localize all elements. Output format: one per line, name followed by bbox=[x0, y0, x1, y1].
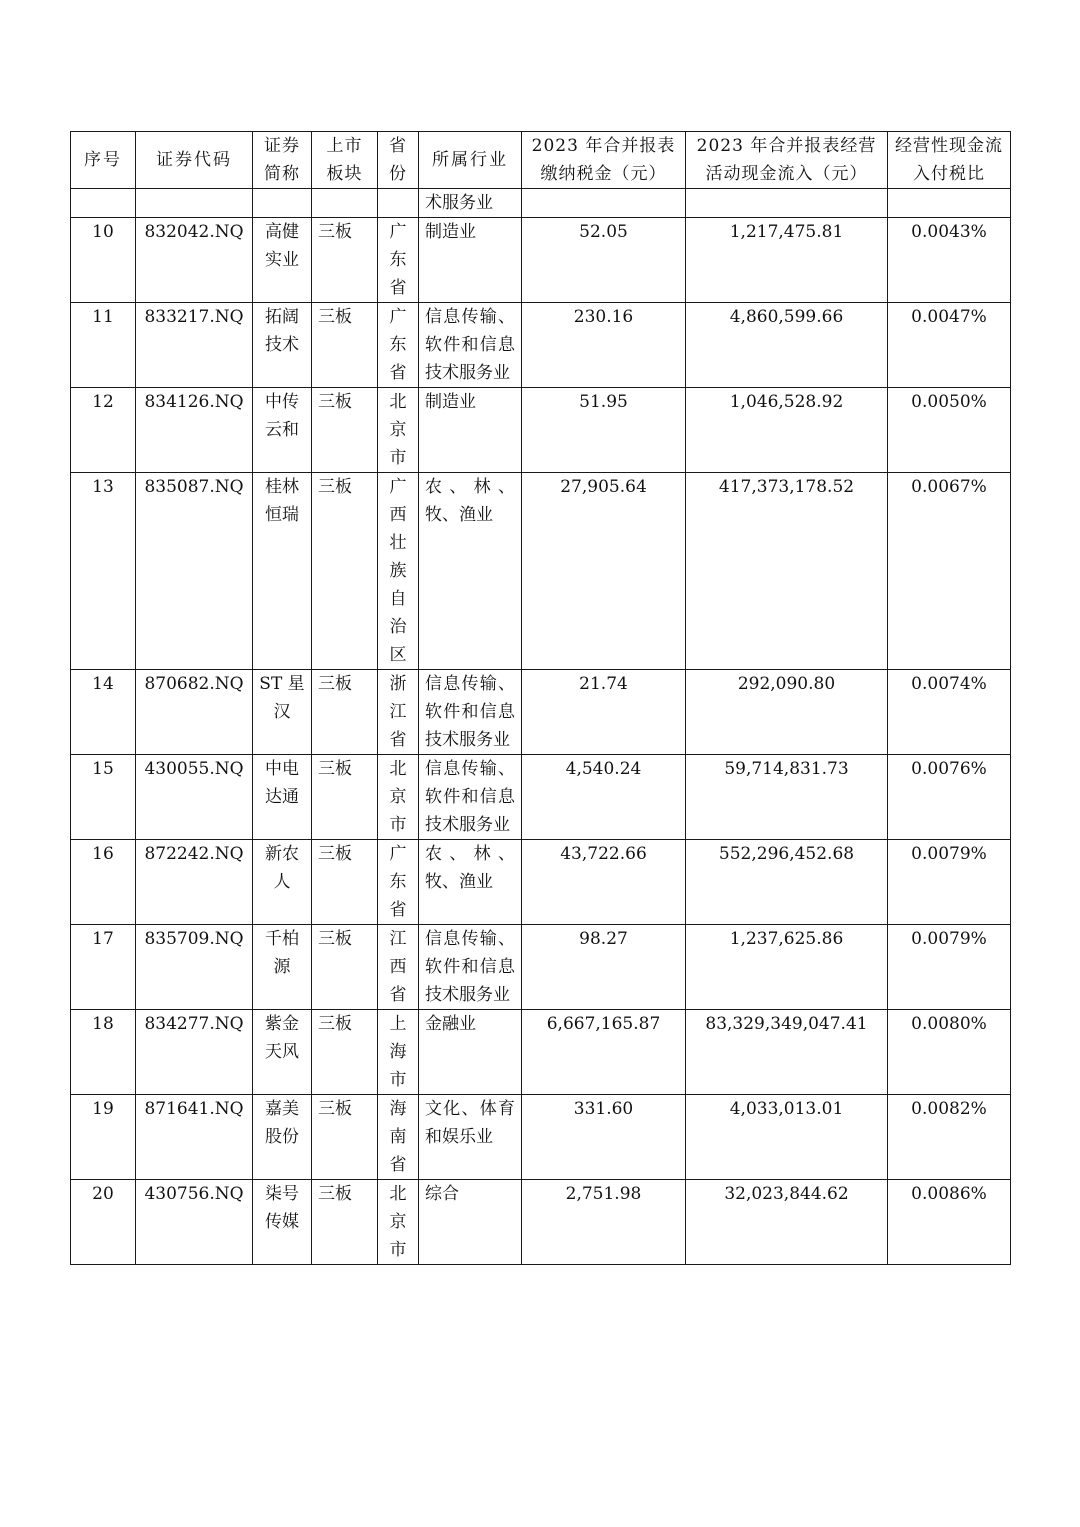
header-row bbox=[71, 132, 1011, 189]
cell-province: 广东省 bbox=[378, 840, 419, 925]
cell-code: 835087.NQ bbox=[136, 473, 253, 670]
cell-no: 16 bbox=[71, 840, 136, 925]
cell-name: 柒号传媒 bbox=[253, 1180, 312, 1265]
cell-name: 新农人 bbox=[253, 840, 312, 925]
cell-no: 10 bbox=[71, 218, 136, 303]
cell-industry: 信息传输、软件和信息技术服务业 bbox=[419, 303, 522, 388]
cell-board: 三板 bbox=[312, 388, 378, 473]
cell-cash-inflow: 1,046,528.92 bbox=[686, 388, 888, 473]
cell-board: 三板 bbox=[312, 925, 378, 1010]
header-code: 证券代码 bbox=[136, 132, 253, 189]
cell-tax: 98.27 bbox=[522, 925, 686, 1010]
cell-name: 高健实业 bbox=[253, 218, 312, 303]
cell-code bbox=[136, 189, 253, 218]
cell-tax: 27,905.64 bbox=[522, 473, 686, 670]
cell-province: 广东省 bbox=[378, 303, 419, 388]
cell-ratio: 0.0079% bbox=[888, 840, 1011, 925]
cell-cash-inflow: 4,033,013.01 bbox=[686, 1095, 888, 1180]
cell-no: 13 bbox=[71, 473, 136, 670]
cell-cash-inflow: 32,023,844.62 bbox=[686, 1180, 888, 1265]
cell-name: 嘉美股份 bbox=[253, 1095, 312, 1180]
cell-no: 14 bbox=[71, 670, 136, 755]
cell-tax: 52.05 bbox=[522, 218, 686, 303]
cell-industry: 信息传输、软件和信息技术服务业 bbox=[419, 925, 522, 1010]
cell-no: 20 bbox=[71, 1180, 136, 1265]
header-tax: 2023 年合并报表缴纳税金（元） bbox=[522, 132, 686, 189]
cell-tax: 331.60 bbox=[522, 1095, 686, 1180]
header-province: 省份 bbox=[378, 132, 419, 189]
cell-board: 三板 bbox=[312, 218, 378, 303]
cell-no: 18 bbox=[71, 1010, 136, 1095]
cell-tax bbox=[522, 189, 686, 218]
cell-name: 中传云和 bbox=[253, 388, 312, 473]
cell-industry: 信息传输、软件和信息技术服务业 bbox=[419, 755, 522, 840]
cell-tax: 4,540.24 bbox=[522, 755, 686, 840]
header-board: 上市板块 bbox=[312, 132, 378, 189]
cell-board: 三板 bbox=[312, 1095, 378, 1180]
cell-board: 三板 bbox=[312, 755, 378, 840]
cell-industry: 农、林、牧、渔业 bbox=[419, 473, 522, 670]
cell-province: 浙江省 bbox=[378, 670, 419, 755]
cell-province bbox=[378, 189, 419, 218]
cell-cash-inflow: 4,860,599.66 bbox=[686, 303, 888, 388]
cell-name: 千柏源 bbox=[253, 925, 312, 1010]
cell-name: 桂林恒瑞 bbox=[253, 473, 312, 670]
cell-cash-inflow: 292,090.80 bbox=[686, 670, 888, 755]
table-row bbox=[71, 670, 1011, 755]
cell-no bbox=[71, 189, 136, 218]
cell-ratio: 0.0079% bbox=[888, 925, 1011, 1010]
cell-code: 832042.NQ bbox=[136, 218, 253, 303]
table-header bbox=[71, 132, 1011, 189]
cell-tax: 2,751.98 bbox=[522, 1180, 686, 1265]
cell-ratio: 0.0050% bbox=[888, 388, 1011, 473]
cell-no: 19 bbox=[71, 1095, 136, 1180]
cell-cash-inflow: 83,329,349,047.41 bbox=[686, 1010, 888, 1095]
cell-province: 广西壮族自治区 bbox=[378, 473, 419, 670]
tax-ratio-table bbox=[70, 131, 1011, 1265]
table-row bbox=[71, 840, 1011, 925]
cell-province: 北京市 bbox=[378, 388, 419, 473]
table-row bbox=[71, 925, 1011, 1010]
cell-tax: 6,667,165.87 bbox=[522, 1010, 686, 1095]
cell-code: 835709.NQ bbox=[136, 925, 253, 1010]
cell-tax: 230.16 bbox=[522, 303, 686, 388]
cell-province: 广东省 bbox=[378, 218, 419, 303]
cell-province: 北京市 bbox=[378, 1180, 419, 1265]
cell-ratio: 0.0086% bbox=[888, 1180, 1011, 1265]
cell-industry: 综合 bbox=[419, 1180, 522, 1265]
cell-ratio: 0.0080% bbox=[888, 1010, 1011, 1095]
cell-code: 872242.NQ bbox=[136, 840, 253, 925]
cell-name: 中电达通 bbox=[253, 755, 312, 840]
cell-ratio: 0.0043% bbox=[888, 218, 1011, 303]
cell-cash-inflow: 1,217,475.81 bbox=[686, 218, 888, 303]
cell-ratio: 0.0047% bbox=[888, 303, 1011, 388]
cell-no: 15 bbox=[71, 755, 136, 840]
cell-industry: 文化、体育和娱乐业 bbox=[419, 1095, 522, 1180]
cell-board: 三板 bbox=[312, 840, 378, 925]
cell-ratio: 0.0067% bbox=[888, 473, 1011, 670]
table-row bbox=[71, 303, 1011, 388]
cell-ratio: 0.0082% bbox=[888, 1095, 1011, 1180]
cell-industry: 信息传输、软件和信息技术服务业 bbox=[419, 670, 522, 755]
table-body bbox=[71, 189, 1011, 1265]
cell-code: 834277.NQ bbox=[136, 1010, 253, 1095]
continuation-row bbox=[71, 189, 1011, 218]
cell-code: 833217.NQ bbox=[136, 303, 253, 388]
table-row bbox=[71, 388, 1011, 473]
cell-ratio: 0.0074% bbox=[888, 670, 1011, 755]
cell-ratio: 0.0076% bbox=[888, 755, 1011, 840]
cell-name bbox=[253, 189, 312, 218]
cell-industry: 术服务业 bbox=[419, 189, 522, 218]
cell-cash-inflow: 552,296,452.68 bbox=[686, 840, 888, 925]
cell-ratio bbox=[888, 189, 1011, 218]
cell-board: 三板 bbox=[312, 670, 378, 755]
cell-code: 430756.NQ bbox=[136, 1180, 253, 1265]
table-row bbox=[71, 755, 1011, 840]
cell-board: 三板 bbox=[312, 1180, 378, 1265]
cell-code: 871641.NQ bbox=[136, 1095, 253, 1180]
cell-province: 北京市 bbox=[378, 755, 419, 840]
cell-name: 紫金天风 bbox=[253, 1010, 312, 1095]
cell-province: 上海市 bbox=[378, 1010, 419, 1095]
cell-board: 三板 bbox=[312, 473, 378, 670]
header-ratio: 经营性现金流入付税比 bbox=[888, 132, 1011, 189]
header-cash-inflow: 2023 年合并报表经营活动现金流入（元） bbox=[686, 132, 888, 189]
cell-province: 江西省 bbox=[378, 925, 419, 1010]
table-row bbox=[71, 218, 1011, 303]
cell-tax: 21.74 bbox=[522, 670, 686, 755]
cell-cash-inflow: 59,714,831.73 bbox=[686, 755, 888, 840]
cell-board: 三板 bbox=[312, 1010, 378, 1095]
cell-no: 12 bbox=[71, 388, 136, 473]
table-row bbox=[71, 1010, 1011, 1095]
cell-industry: 制造业 bbox=[419, 388, 522, 473]
header-industry: 所属行业 bbox=[419, 132, 522, 189]
cell-cash-inflow: 417,373,178.52 bbox=[686, 473, 888, 670]
cell-tax: 51.95 bbox=[522, 388, 686, 473]
cell-code: 870682.NQ bbox=[136, 670, 253, 755]
table-row bbox=[71, 1095, 1011, 1180]
cell-name: ST 星汉 bbox=[253, 670, 312, 755]
cell-board: 三板 bbox=[312, 303, 378, 388]
header-no: 序号 bbox=[71, 132, 136, 189]
cell-cash-inflow: 1,237,625.86 bbox=[686, 925, 888, 1010]
cell-industry: 制造业 bbox=[419, 218, 522, 303]
cell-board bbox=[312, 189, 378, 218]
cell-province: 海南省 bbox=[378, 1095, 419, 1180]
cell-code: 430055.NQ bbox=[136, 755, 253, 840]
cell-no: 11 bbox=[71, 303, 136, 388]
cell-tax: 43,722.66 bbox=[522, 840, 686, 925]
cell-no: 17 bbox=[71, 925, 136, 1010]
table-row bbox=[71, 473, 1011, 670]
cell-cash-inflow bbox=[686, 189, 888, 218]
cell-industry: 农、林、牧、渔业 bbox=[419, 840, 522, 925]
header-name: 证券简称 bbox=[253, 132, 312, 189]
cell-name: 拓阔技术 bbox=[253, 303, 312, 388]
cell-industry: 金融业 bbox=[419, 1010, 522, 1095]
table-row bbox=[71, 1180, 1011, 1265]
cell-code: 834126.NQ bbox=[136, 388, 253, 473]
